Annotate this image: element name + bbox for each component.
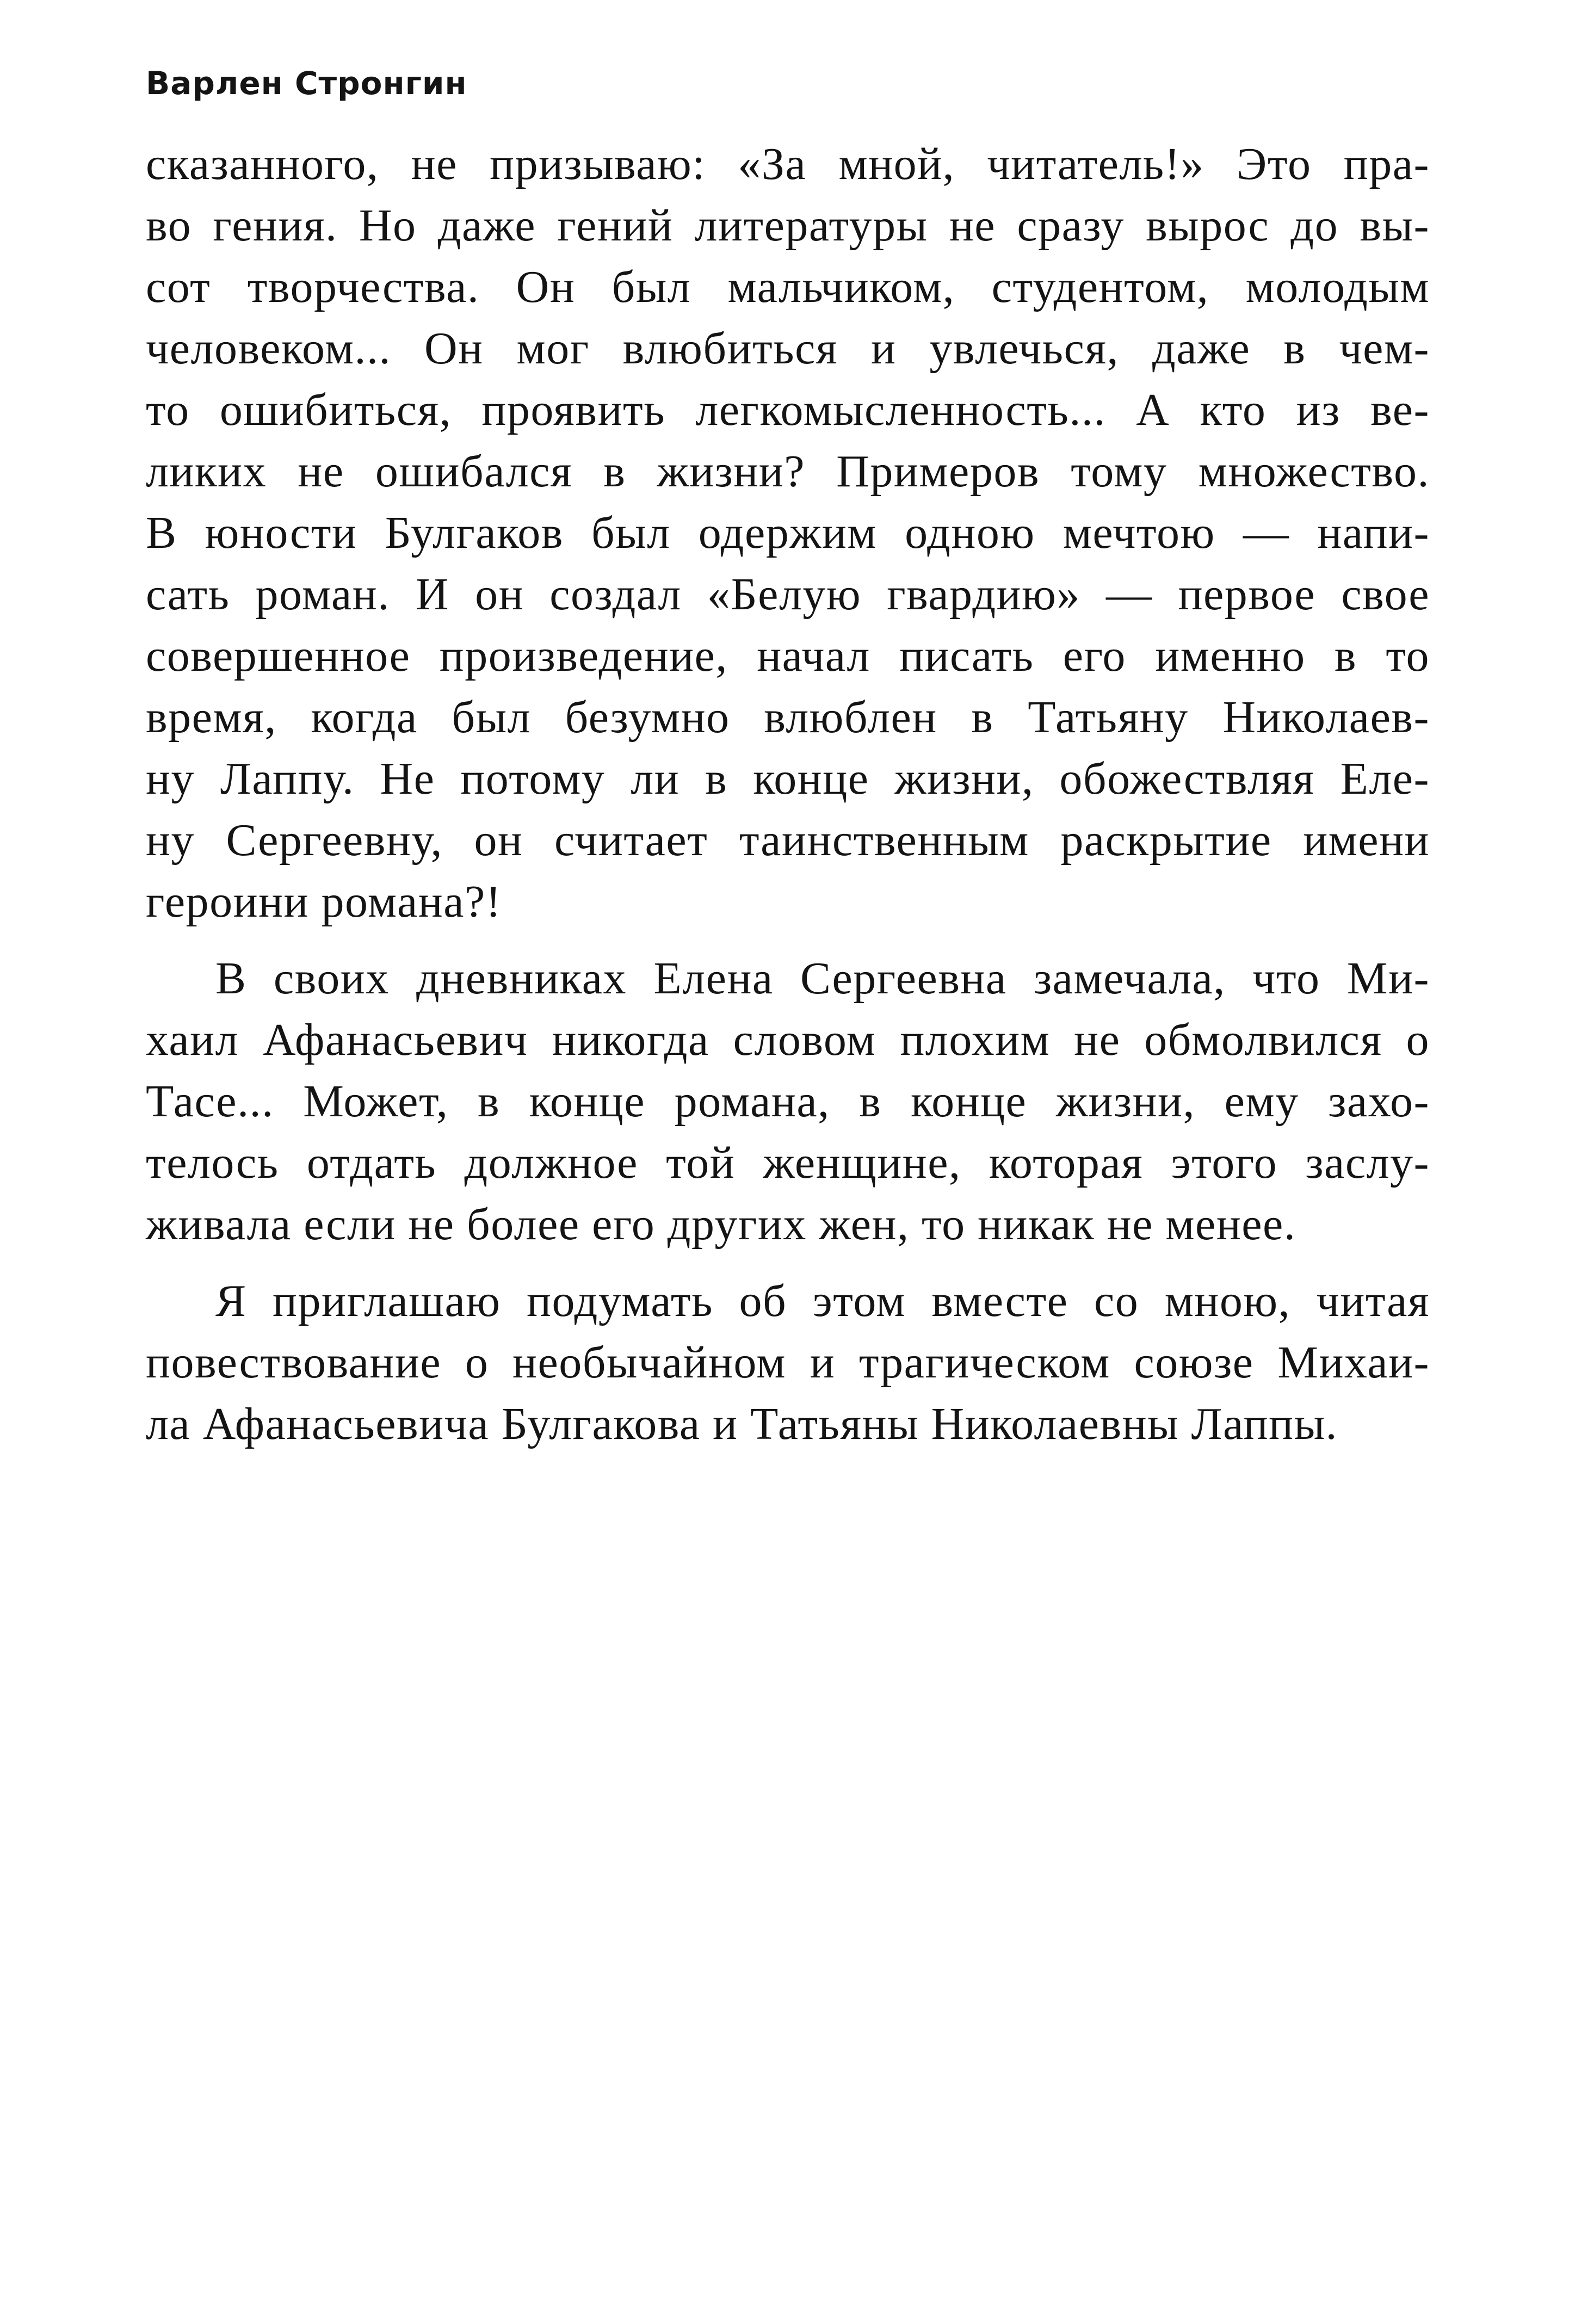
body-text — [146, 133, 1430, 1470]
text-line: ну Лаппу. Не потому ли в конце жизни, обожествляя Еле- — [146, 753, 1430, 804]
text-line: сказанного, не призываю: «За мной, читатель!» Это пра- — [146, 139, 1430, 189]
text-line: то ошибиться, проявить легкомысленность... А кто из ве- — [146, 385, 1430, 435]
text-line: Тасе... Может, в конце романа, в конце жизни, ему захо- — [146, 1076, 1430, 1127]
text-line: ла Афанасьевича Булгакова и Татьяны Николаевны Лаппы. — [146, 1399, 1338, 1449]
paragraph-3 — [146, 1270, 1430, 1455]
text-line: Я приглашаю подумать об этом вместе со мною, читая — [215, 1276, 1430, 1326]
text-line: совершенное произведение, начал писать его именно в то — [146, 631, 1430, 681]
text-line: сать роман. И он создал «Белую гвардию» — первое свое — [146, 569, 1430, 620]
running-header-author: Варлен Стронгин — [146, 65, 467, 102]
text-line: время, когда был безумно влюблен в Татьяну Николаев- — [146, 692, 1430, 743]
text-line: ну Сергеевну, он считает таинственным раскрытие имени — [146, 815, 1430, 866]
text-line: хаил Афанасьевич никогда словом плохим не обмолвился о — [146, 1015, 1430, 1065]
text-line: ликих не ошибался в жизни? Примеров тому множество. — [146, 446, 1430, 497]
text-line: во гения. Но даже гений литературы не сразу вырос до вы- — [146, 200, 1430, 251]
text-line: сот творчества. Он был мальчиком, студентом, молодым — [146, 262, 1430, 312]
paragraph-1 — [146, 133, 1430, 932]
text-line: В своих дневниках Елена Сергеевна замечала, что Ми- — [215, 953, 1430, 1004]
text-line: телось отдать должное той женщине, которая этого заслу- — [146, 1138, 1430, 1188]
text-line: В юности Булгаков был одержим одною мечтою — напи- — [146, 508, 1430, 558]
paragraph-2 — [146, 948, 1430, 1255]
text-line: живала если не более его других жен, то никак не менее. — [146, 1199, 1296, 1250]
text-line: повествование о необычайном и трагическом союзе Михаи- — [146, 1337, 1430, 1388]
text-line: человеком... Он мог влюбиться и увлечься, даже в чем- — [146, 323, 1430, 374]
text-line: героини романа?! — [146, 876, 502, 927]
